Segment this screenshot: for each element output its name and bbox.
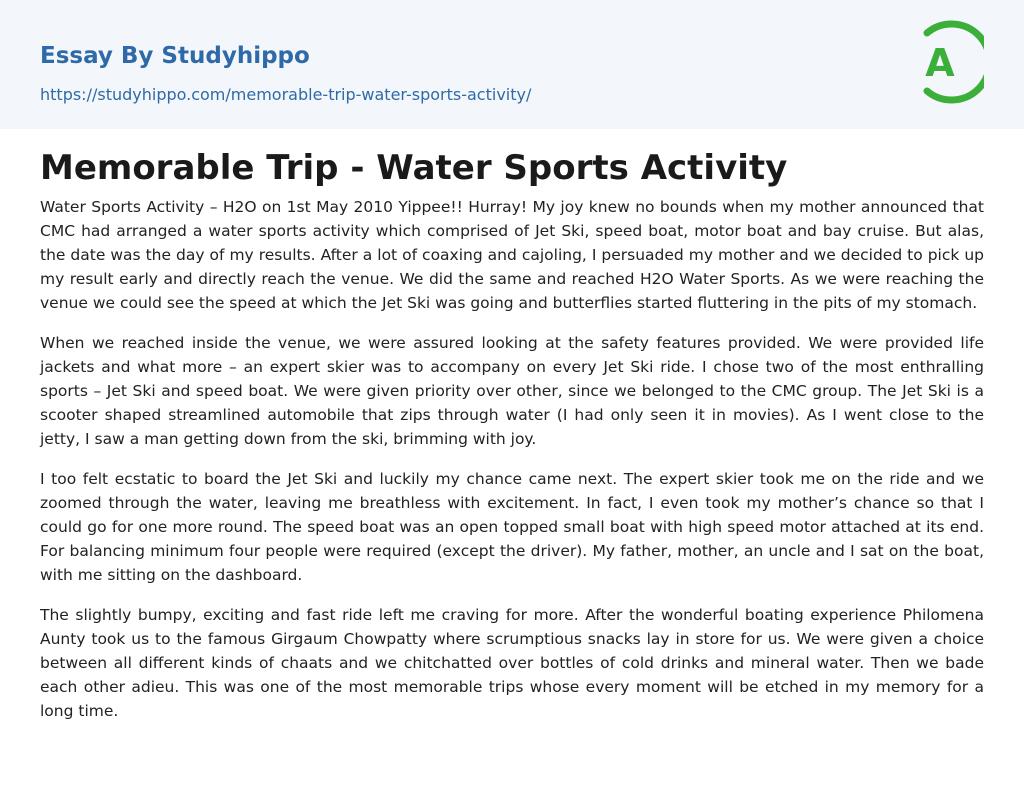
article-url-link[interactable]: https://studyhippo.com/memorable-trip-water-sports-activity/ xyxy=(40,85,532,104)
studyhippo-logo-icon[interactable] xyxy=(914,19,984,105)
logo-letter: A xyxy=(925,41,955,85)
article-paragraph: I too felt ecstatic to board the Jet Ski and luckily my chance came next. The expert skier took me on the ride and we zoomed through the water, leaving me breathless with excitement. In fact, I even took my mother’s chance so that I could go for one more round. The speed boat was an open topped small boat with high speed motor attached at its end. For balancing minimum four people were required (except the driver). My father, mother, an uncle and I sat on the boat, with me sitting on the dashboard. xyxy=(40,470,984,584)
article-paragraph: Water Sports Activity – H2O on 1st May 2010 Yippee!! Hurray! My joy knew no bounds when my mother announced that CMC had arranged a water sports activity which comprised of Jet Ski, speed boat, motor boat and bay cruise. But alas, the date was the day of my results. After a lot of coaxing and cajoling, I persuaded my mother and we decided to pick up my result early and directly reach the venue. We did the same and reached H2O Water Sports. As we were reaching the venue we could see the speed at which the Jet Ski was going and butterflies started fluttering in the pits of my stomach. xyxy=(40,198,984,312)
brand-title[interactable]: Essay By Studyhippo xyxy=(40,43,310,69)
site-header xyxy=(0,0,1024,129)
article-paragraph: The slightly bumpy, exciting and fast ride left me craving for more. After the wonderful boating experience Philomena Aunty took us to the famous Girgaum Chowpatty where scrumptious snacks lay in store for us. We were given a choice between all different kinds of chaats and we chitchatted over bottles of cold drinks and mineral water. Then we bade each other adieu. This was one of the most memorable trips whose every moment will be etched in my memory for a long time. xyxy=(40,606,984,720)
article xyxy=(0,145,1024,723)
article-title: Memorable Trip - Water Sports Activity xyxy=(40,148,788,188)
article-paragraph: When we reached inside the venue, we were assured looking at the safety features provided. We were provided life jackets and what more – an expert skier was to accompany on every Jet Ski ride. I chose two of the most enthralling sports – Jet Ski and speed boat. We were given priority over other, since we belonged to the CMC group. The Jet Ski is a scooter shaped streamlined automobile that zips through water (I had only seen it in movies). As I went close to the jetty, I saw a man getting down from the ski, brimming with joy. xyxy=(40,334,984,448)
